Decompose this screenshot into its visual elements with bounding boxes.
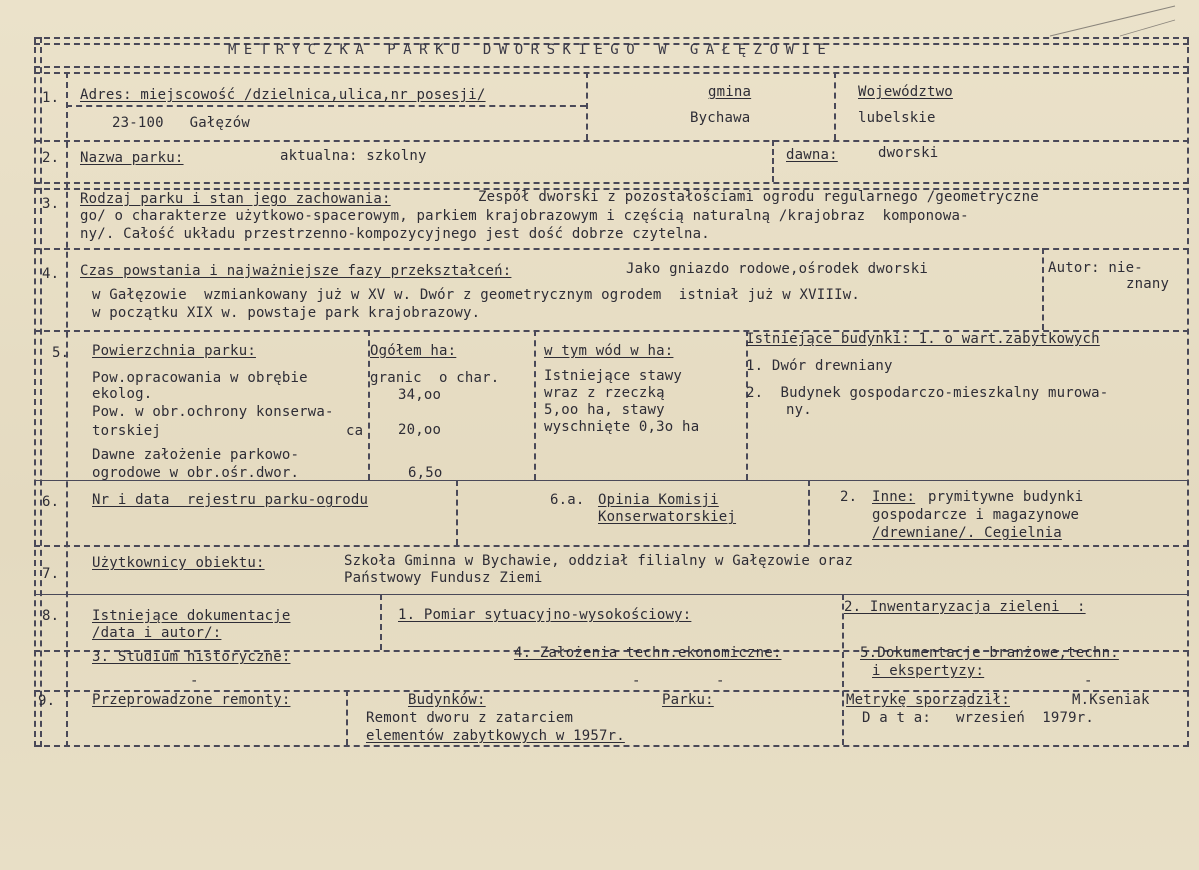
water-line-1: Istniejące stawy xyxy=(544,368,683,384)
park-name-former-value: dworski xyxy=(878,145,939,161)
users-line-1: Szkoła Gminna w Bychawie, oddział filialny w Gałęzowie oraz xyxy=(344,553,854,569)
author-label: Autor: nie- xyxy=(1048,260,1143,276)
rule-row4-author xyxy=(1042,248,1044,330)
repairs-park-label: Parku: xyxy=(662,692,714,708)
doc-branch-b: i ekspertyzy: xyxy=(872,663,985,679)
rule-row1-bottom xyxy=(34,140,1189,142)
rule-title-bottom xyxy=(34,66,1189,68)
area-value-1: 34,oo xyxy=(398,387,442,403)
docs-label-1: Istniejące dokumentacje xyxy=(92,608,291,624)
doc-history-study: 3. Studium historyczne: xyxy=(92,649,291,665)
doc-dash-1: - xyxy=(190,673,199,689)
doc-dash-4: - xyxy=(1084,673,1093,689)
other-line-3: /drewniane/. Cegielnia xyxy=(872,525,1062,541)
rule-row1-mid xyxy=(66,105,586,107)
rule-row8-b xyxy=(842,594,844,745)
park-type-line-2: go/ o charakterze użytkowo-spacerowym, parkiem krajobrazowym i częścią naturalną /krajobraz komponowa- xyxy=(80,208,969,224)
repairs-line-2: elementów zabytkowych w 1957r. xyxy=(366,728,625,744)
users-line-2: Państwowy Fundusz Ziemi xyxy=(344,570,543,586)
address-label: Adres: miejscowość /dzielnica,ulica,nr posesji/ xyxy=(80,87,486,103)
rule-left-outer xyxy=(34,37,36,747)
prepared-by: M.Kseniak xyxy=(1072,692,1150,708)
opinion-number: 6.a. xyxy=(550,492,585,508)
rule-bottom xyxy=(34,745,1189,747)
history-line-1: Jako gniazdo rodowe,ośrodek dworski xyxy=(626,261,929,277)
park-name-current: aktualna: szkolny xyxy=(280,148,427,164)
docs-label-2: /data i autor/: xyxy=(92,625,222,641)
water-line-4: wyschnięte 0,3o ha xyxy=(544,419,700,435)
rule-row6-bottom xyxy=(34,545,1189,547)
rule-left-inner xyxy=(40,37,42,747)
gmina-label: gmina xyxy=(708,84,752,100)
park-type-label: Rodzaj parku i stan jego zachowania: xyxy=(80,191,391,207)
rule-top-1 xyxy=(34,37,1189,39)
area-item-2b: torskiej xyxy=(92,423,162,439)
rule-row2-dawna xyxy=(772,140,774,182)
area-ca: ca xyxy=(346,423,364,439)
rule-row3-bottom xyxy=(34,248,1189,250)
rule-row5-c xyxy=(746,330,748,480)
doc-dash-2: - xyxy=(632,673,641,689)
rule-title-bottom-2 xyxy=(34,72,1189,74)
date-label: D a t a: xyxy=(862,710,932,726)
rule-row7-bottom xyxy=(34,594,1189,595)
doc-survey: 1. Pomiar sytuacyjno-wysokościowy: xyxy=(398,607,692,623)
repairs-line-1: Remont dworu z zatarciem xyxy=(366,710,574,726)
other-line-1: prymitywne budynki xyxy=(928,489,1084,505)
history-label: Czas powstania i najważniejsze fazy przekształceń: xyxy=(80,263,512,279)
voivodeship-label: Województwo xyxy=(858,84,953,100)
water-label: w tym wód w ha: xyxy=(544,343,674,359)
row-number-6: 6. xyxy=(42,494,60,510)
area-label: Powierzchnia parku: xyxy=(92,343,256,359)
rule-row8-a xyxy=(380,594,382,650)
address-value: 23-100 Gałęzów xyxy=(112,115,251,131)
date-value: wrzesień 1979r. xyxy=(956,710,1095,726)
repairs-buildings-label: Budynków: xyxy=(408,692,486,708)
opinion-label-1: Opinia Komisji xyxy=(598,492,719,508)
water-line-3: 5,oo ha, stawy xyxy=(544,402,665,418)
rule-row5-b xyxy=(534,330,536,480)
history-line-2: w Gałęzowie wzmiankowany już w XV w. Dwór z geometrycznym ogrodem istniał już w XVIIIw. xyxy=(92,287,860,303)
rule-number-column xyxy=(66,72,68,747)
rule-row2-bottom xyxy=(34,182,1189,184)
area-item-1a: Pow.opracowania w obrębie xyxy=(92,370,308,386)
voivodeship-value: lubelskie xyxy=(858,110,936,126)
opinion-label-2: Konserwatorskiej xyxy=(598,509,737,525)
doc-greenery: 2. Inwentaryzacja zieleni : xyxy=(844,599,1086,615)
building-2a: 2. Budynek gospodarczo-mieszkalny murowa- xyxy=(746,385,1109,401)
water-line-2: wraz z rzeczką xyxy=(544,385,665,401)
building-2b: ny. xyxy=(786,402,812,418)
area-item-3b: ogrodowe w obr.ośr.dwor. xyxy=(92,465,300,481)
row-number-9: 9. xyxy=(38,693,56,709)
row-number-1: 1. xyxy=(42,90,60,106)
repairs-label: Przeprowadzone remonty: xyxy=(92,692,291,708)
park-type-line-3: ny/. Całość układu przestrzenno-kompozycyjnego jest dość dobrze czytelna. xyxy=(80,226,710,242)
doc-tech-econ: 4. Założenia techn.ekonomiczne: xyxy=(514,645,782,661)
other-number: 2. xyxy=(840,489,858,505)
row-number-2: 2. xyxy=(42,150,60,166)
row-number-3: 3. xyxy=(42,196,60,212)
history-line-3: w początku XIX w. powstaje park krajobrazowy. xyxy=(92,305,481,321)
area-value-2: 20,oo xyxy=(398,422,442,438)
row-number-5: 5. xyxy=(52,345,70,361)
rule-row6-a xyxy=(456,480,458,545)
buildings-label: Istniejące budynki: 1. o wart.zabytkowych xyxy=(746,331,1100,347)
rule-row6-b xyxy=(808,480,810,545)
area-item-1b: ekolog. xyxy=(92,386,153,402)
area-item-3a: Dawne założenie parkowo- xyxy=(92,447,300,463)
register-label: Nr i data rejestru parku-ogrodu xyxy=(92,492,369,508)
rule-row1-woj xyxy=(834,72,836,140)
doc-dash-3: - xyxy=(716,673,725,689)
area-total-label: Ogółem ha: xyxy=(370,343,457,359)
doc-branch-a: 5.Dokumentacje branżowe,techn. xyxy=(860,645,1119,661)
other-line-2: gospodarcze i magazynowe xyxy=(872,507,1080,523)
area-total-note: granic o char. xyxy=(370,370,500,386)
users-label: Użytkownicy obiektu: xyxy=(92,555,265,571)
row-number-7: 7. xyxy=(42,566,60,582)
area-value-3: 6,5o xyxy=(408,465,443,481)
page-title: METRYCZKA PARKU DWORSKIEGO W GAŁĘZOWIE xyxy=(228,42,834,58)
other-label: Inne: xyxy=(872,489,916,505)
park-name-label: Nazwa parku: xyxy=(80,150,184,166)
rule-row9-a xyxy=(346,690,348,745)
row-number-4: 4. xyxy=(42,266,60,282)
gmina-value: Bychawa xyxy=(690,110,751,126)
rule-right xyxy=(1187,37,1189,747)
prepared-label: Metrykę sporządził: xyxy=(846,692,1010,708)
author-value: znany xyxy=(1126,276,1170,292)
park-type-line-1: Zespół dworski z pozostałościami ogrodu regularnego /geometryczne xyxy=(478,189,1039,205)
rule-row1-gmina xyxy=(586,72,588,140)
area-item-2a: Pow. w obr.ochrony konserwa- xyxy=(92,404,334,420)
park-name-former-label: dawna: xyxy=(786,147,838,163)
row-number-8: 8. xyxy=(42,608,60,624)
building-1: 1. Dwór drewniany xyxy=(746,358,893,374)
